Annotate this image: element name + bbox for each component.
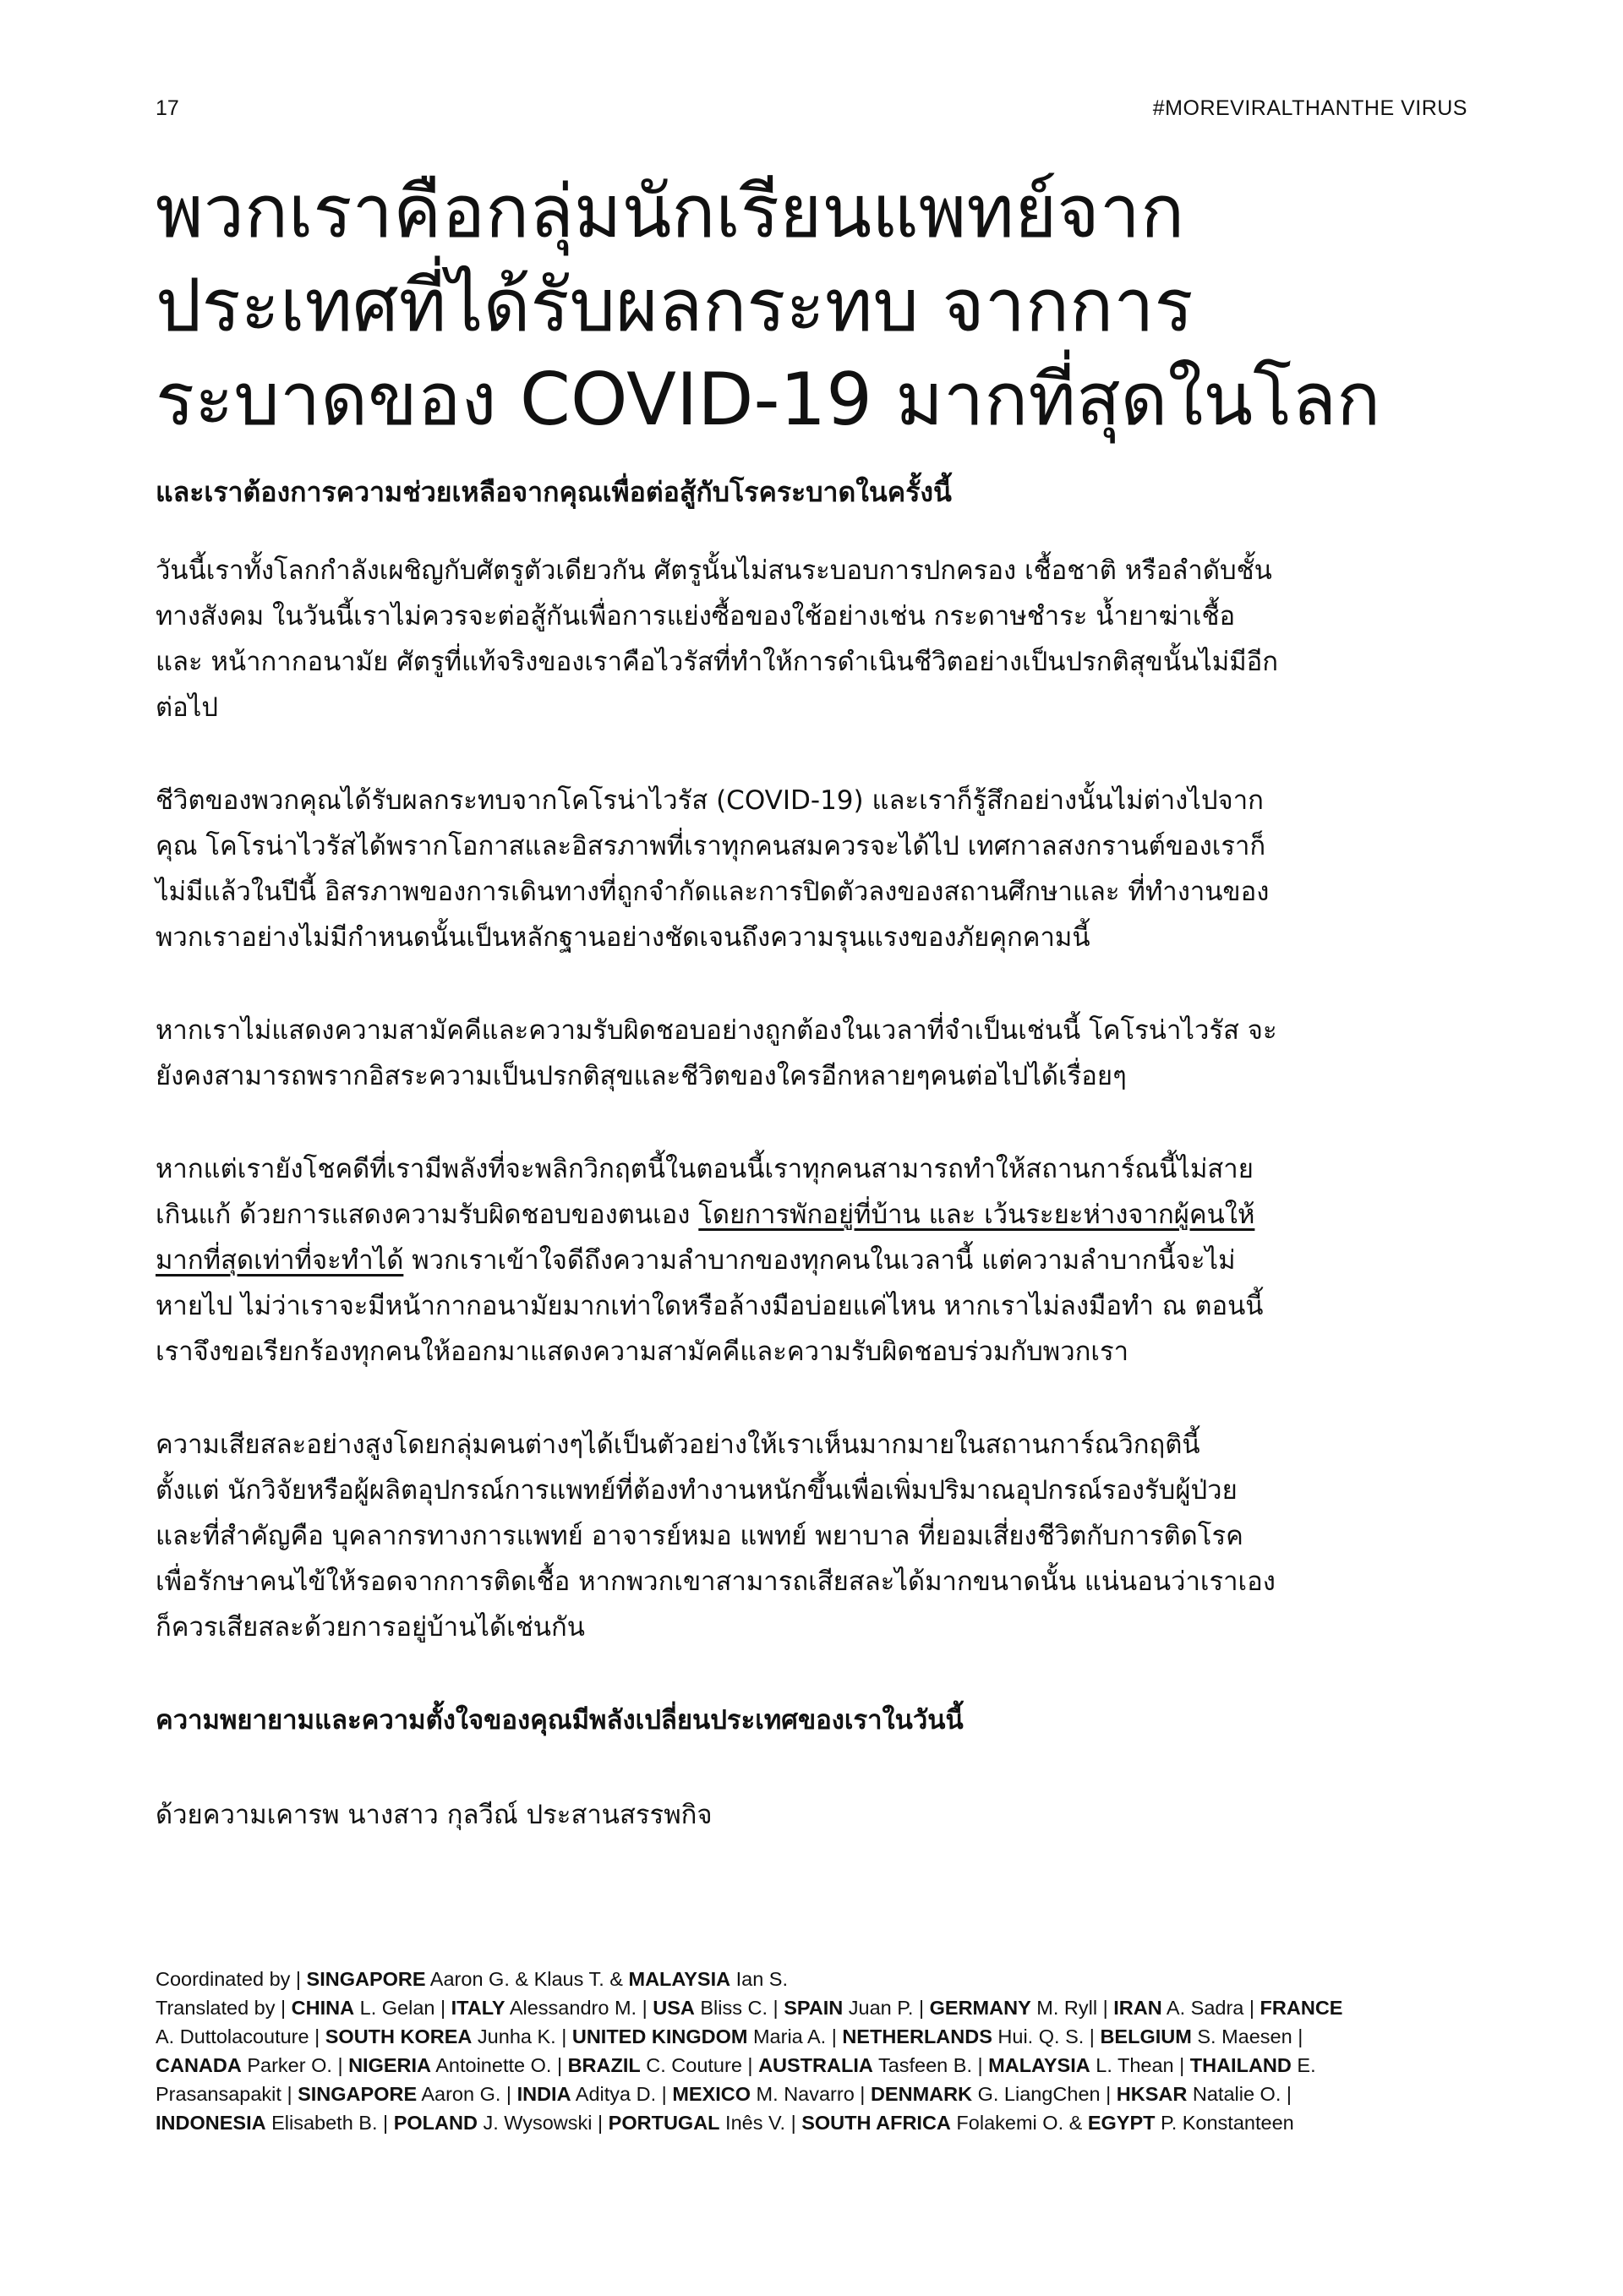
paragraph-line: ต่อไป: [156, 692, 219, 723]
credit-names: Parker O. |: [241, 2054, 349, 2076]
paragraph-line: พวกเราอย่างไม่มีกำหนดนั้นเป็นหลักฐานอย่างชัดเจนถึงความรุนแรงของภัยคุกคามนี้: [156, 922, 1090, 953]
underlined-emphasis: โดยการพักอยู่ที่บ้าน และ เว้นระยะห่างจากผู้คนให้: [698, 1200, 1255, 1230]
paragraph-1: [156, 548, 1474, 730]
country-name: PORTUGAL: [608, 2112, 720, 2134]
credit-names: S. Maesen |: [1191, 2025, 1303, 2047]
translated-by-line: [156, 2080, 1474, 2108]
country-name: MALAYSIA: [628, 1968, 731, 1990]
credit-names: E.: [1291, 2054, 1316, 2076]
page-title: [156, 166, 1474, 447]
country-name: SOUTH KOREA: [325, 2025, 473, 2047]
credit-names: Aaron G. & Klaus T. &: [425, 1968, 629, 1990]
country-name: CHINA: [291, 1997, 355, 2019]
coordinated-by-line: [156, 1965, 1474, 1993]
paragraph-line: คุณ โคโรน่าไวรัสได้พรากโอกาสและอิสรภาพที่เราทุกคนสมควรจะได้ไป เทศกาลสงกรานต์ของเราก็: [156, 831, 1266, 861]
paragraph-line: และ หน้ากากอนามัย ศัตรูที่แท้จริงของเราคือไวรัสที่ทำให้การดำเนินชีวิตอย่างเป็นปรกติสุขนั้นไม่มีอีก: [156, 647, 1279, 677]
credit-names: Natalie O. |: [1187, 2083, 1292, 2105]
translated-by-line: [156, 2051, 1474, 2080]
paragraph-line: ตั้งแต่ นักวิจัยหรือผู้ผลิตอุปกรณ์การแพทย์ที่ต้องทำงานหนักขึ้นเพื่อเพิ่มปริมาณอุปกรณ์รองรับผู้ป่วย: [156, 1475, 1238, 1506]
country-name: UNITED KINGDOM: [571, 2025, 748, 2047]
translated-by-line: [156, 2022, 1474, 2051]
credit-names: A. Duttolacouture |: [156, 2025, 325, 2047]
country-name: EGYPT: [1087, 2112, 1156, 2134]
country-name: HKSAR: [1116, 2083, 1188, 2105]
country-name: SOUTH AFRICA: [801, 2112, 951, 2134]
country-name: SINGAPORE: [306, 1968, 426, 1990]
credit-names: Ian S.: [730, 1968, 789, 1990]
country-name: GERMANY: [929, 1997, 1031, 2019]
paragraph-2: [156, 778, 1474, 960]
closing-statement: ความพยายามและความตั้งใจของคุณมีพลังเปลี่ยนประเทศของเราในวันนี้: [156, 1705, 964, 1736]
paragraph-3: [156, 1008, 1474, 1099]
country-name: SINGAPORE: [298, 2083, 418, 2105]
credit-names: Maria A. |: [747, 2025, 843, 2047]
country-name: BELGIUM: [1100, 2025, 1192, 2047]
country-name: SPAIN: [784, 1997, 844, 2019]
credit-names: M. Navarro |: [751, 2083, 871, 2105]
credit-label: Coordinated by |: [156, 1968, 307, 1990]
country-name: INDIA: [516, 2083, 571, 2105]
credit-names: C. Couture |: [640, 2054, 759, 2076]
translated-by-line: [156, 1993, 1474, 2022]
title-line: ประเทศที่ได้รับผลกระทบ จากการ: [156, 263, 1194, 348]
credit-names: Prasansapakit |: [156, 2083, 298, 2105]
hashtag-header: #MOREVIRALTHANTHE VIRUS: [1152, 96, 1467, 120]
country-name: BRAZIL: [567, 2054, 641, 2076]
credit-names: L. Thean |: [1090, 2054, 1190, 2076]
credit-names: Aditya D. |: [571, 2083, 673, 2105]
paragraph-line: [156, 1192, 1474, 1238]
paragraph-5: [156, 1422, 1474, 1650]
country-name: USA: [653, 1997, 695, 2019]
credit-names: Tasfeen B. |: [872, 2054, 989, 2076]
credit-names: L. Gelan |: [354, 1997, 451, 2019]
country-name: NIGERIA: [348, 2054, 432, 2076]
paragraph-line: เราจึงขอเรียกร้องทุกคนให้ออกมาแสดงความสามัคคีและความรับผิดชอบร่วมกับพวกเรา: [156, 1337, 1129, 1367]
paragraph-line: ทางสังคม ในวันนี้เราไม่ควรจะต่อสู้กันเพื่อการแย่งซื้อของใช้อย่างเช่น กระดาษชำระ น้ำยาฆ่าเชื้อ: [156, 601, 1236, 631]
paragraph-line: ไม่มีแล้วในปีนี้ อิสรภาพของการเดินทางที่ถูกจำกัดและการปิดตัวลงของสถานศึกษาและ ที่ทำงานของ: [156, 877, 1270, 907]
credit-names: Inês V. |: [719, 2112, 802, 2134]
country-name: FRANCE: [1260, 1997, 1343, 2019]
country-name: DENMARK: [870, 2083, 973, 2105]
credit-names: Antoinette O. |: [431, 2054, 568, 2076]
title-line: พวกเราคือกลุ่มนักเรียนแพทย์จาก: [156, 170, 1185, 254]
paragraph-line: วันนี้เราทั้งโลกกำลังเผชิญกับศัตรูตัวเดียวกัน ศัตรูนั้นไม่สนระบอบการปกครอง เชื้อชาติ หรือลำดับชั้น: [156, 555, 1272, 586]
paragraph-4: [156, 1146, 1474, 1375]
credit-names: M. Ryll |: [1030, 1997, 1114, 2019]
paragraph-line: ก็ควรเสียสละด้วยการอยู่บ้านได้เช่นกัน: [156, 1612, 585, 1643]
paragraph-line: และที่สำคัญคือ บุคลากรทางการแพทย์ อาจารย์หมอ แพทย์ พยาบาล ที่ยอมเสี่ยงชีวิตกับการติดโรค: [156, 1521, 1243, 1551]
credit-names: Folakemi O. &: [950, 2112, 1088, 2134]
credit-names: Elisabeth B. |: [265, 2112, 394, 2134]
credit-names: Hui. Q. S. |: [992, 2025, 1101, 2047]
paragraph-line: หายไป ไม่ว่าเราจะมีหน้ากากอนามัยมากเท่าใดหรือล้างมือบ่อยแค่ไหน หากเราไม่ลงมือทำ ณ ตอนนี้: [156, 1291, 1264, 1321]
paragraph-line: เพื่อรักษาคนไข้ให้รอดจากการติดเชื้อ หากพวกเขาสามารถเสียสละได้มากขนาดนั้น แน่นอนว่าเราเอง: [156, 1566, 1276, 1597]
paragraph-line: หากเราไม่แสดงความสามัคคีและความรับผิดชอบอย่างถูกต้องในเวลาที่จำเป็นเช่นนี้ โคโรน่าไวรัส จะ: [156, 1015, 1277, 1046]
page-number: 17: [156, 96, 179, 120]
country-name: MALAYSIA: [988, 2054, 1090, 2076]
credit-label: Translated by |: [156, 1997, 292, 2019]
underlined-emphasis: มากที่สุดเท่าที่จะทำได้: [156, 1245, 404, 1276]
credits: [156, 1965, 1474, 2137]
country-name: POLAND: [393, 2112, 478, 2134]
paragraph-line: ความเสียสละอย่างสูงโดยกลุ่มคนต่างๆได้เป็นตัวอย่างให้เราเห็นมากมายในสถานการ์ณวิกฤตินี้: [156, 1430, 1200, 1460]
credit-names: P. Konstanteen: [1155, 2112, 1294, 2134]
signature: ด้วยความเคารพ นางสาว กุลวีณ์ ประสานสรรพกิจ: [156, 1800, 713, 1830]
country-name: THAILAND: [1189, 2054, 1292, 2076]
paragraph-line: [156, 1238, 1474, 1283]
country-name: AUSTRALIA: [758, 2054, 873, 2076]
country-name: ITALY: [451, 1997, 505, 2019]
country-name: MEXICO: [672, 2083, 751, 2105]
credit-names: Aaron G. |: [417, 2083, 517, 2105]
text-segment: พวกเราเข้าใจดีถึงความลำบากของทุกคนในเวลานี้ แต่ความลำบากนี้จะไม่: [403, 1245, 1236, 1276]
credit-names: Alessandro M. |: [505, 1997, 653, 2019]
translated-by-line: [156, 2108, 1474, 2137]
text-segment: เกินแก้ ด้วยการแสดงความรับผิดชอบของตนเอง: [156, 1200, 699, 1230]
country-name: IRAN: [1113, 1997, 1162, 2019]
country-name: CANADA: [156, 2054, 242, 2076]
subtitle: และเราต้องการความช่วยเหลือจากคุณเพื่อต่อสู้กับโรคระบาดในครั้งนี้: [156, 476, 952, 508]
paragraph-line: ชีวิตของพวกคุณได้รับผลกระทบจากโคโรน่าไวรัส (COVID-19) และเราก็รู้สึกอย่างนั้นไม่ต่างไปจาก: [156, 785, 1264, 816]
credit-names: G. LiangChen |: [972, 2083, 1117, 2105]
paragraph-line: หากแต่เรายังโชคดีที่เรามีพลังที่จะพลิกวิกฤตนี้ในตอนนี้เราทุกคนสามารถทำให้สถานการ์ณนี้ไม่สาย: [156, 1154, 1254, 1184]
country-name: INDONESIA: [156, 2112, 266, 2134]
credit-names: Juan P. |: [843, 1997, 930, 2019]
letter-body: [156, 548, 1474, 1838]
credit-names: A. Sadra |: [1161, 1997, 1260, 2019]
paragraph-line: ยังคงสามารถพรากอิสระความเป็นปรกติสุขและชีวิตของใครอีกหลายๆคนต่อไปได้เรื่อยๆ: [156, 1061, 1127, 1091]
country-name: NETHERLANDS: [842, 2025, 992, 2047]
title-line: ระบาดของ COVID-19 มากที่สุดในโลก: [156, 357, 1381, 442]
credit-names: J. Wysowski |: [477, 2112, 609, 2134]
credit-names: Junha K. |: [472, 2025, 572, 2047]
credit-names: Bliss C. |: [694, 1997, 784, 2019]
